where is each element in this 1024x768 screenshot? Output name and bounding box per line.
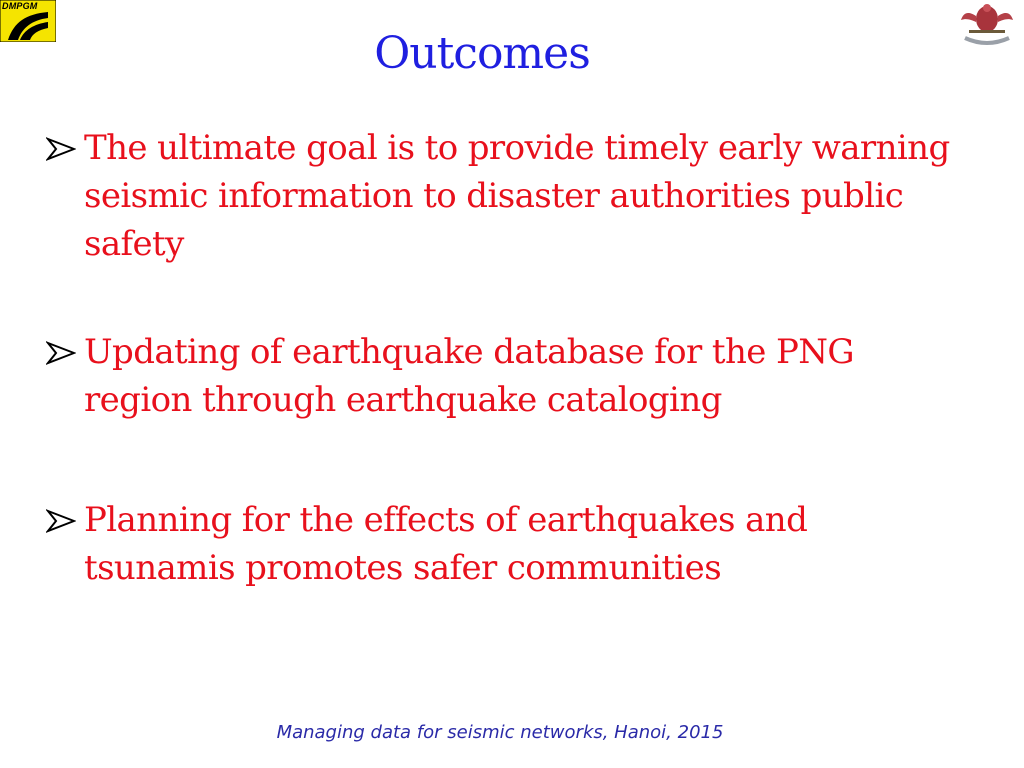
footer-text: Managing data for seismic networks, Hanoi, 2015 bbox=[276, 722, 724, 743]
arrow-bullet-icon bbox=[46, 137, 76, 161]
bullet-text: The ultimate goal is to provide timely early warning seismic information to disaster authorities public safety bbox=[84, 128, 950, 264]
slide-title: Outcomes bbox=[374, 28, 590, 79]
dmpgm-logo-text: DMPGM bbox=[2, 1, 38, 11]
bullet-item bbox=[44, 124, 964, 268]
bullet-text: Updating of earthquake database for the PNG region through earthquake cataloging bbox=[84, 332, 854, 420]
bullet-text: Planning for the effects of earthquakes and tsunamis promotes safer communities bbox=[84, 500, 808, 588]
bullet-item bbox=[44, 328, 964, 424]
bullet-list bbox=[44, 124, 964, 592]
png-emblem bbox=[955, 0, 1019, 48]
arrow-bullet-icon bbox=[46, 341, 76, 365]
arrow-bullet-icon bbox=[46, 509, 76, 533]
png-emblem-icon bbox=[955, 0, 1019, 48]
bullet-item bbox=[44, 496, 964, 592]
